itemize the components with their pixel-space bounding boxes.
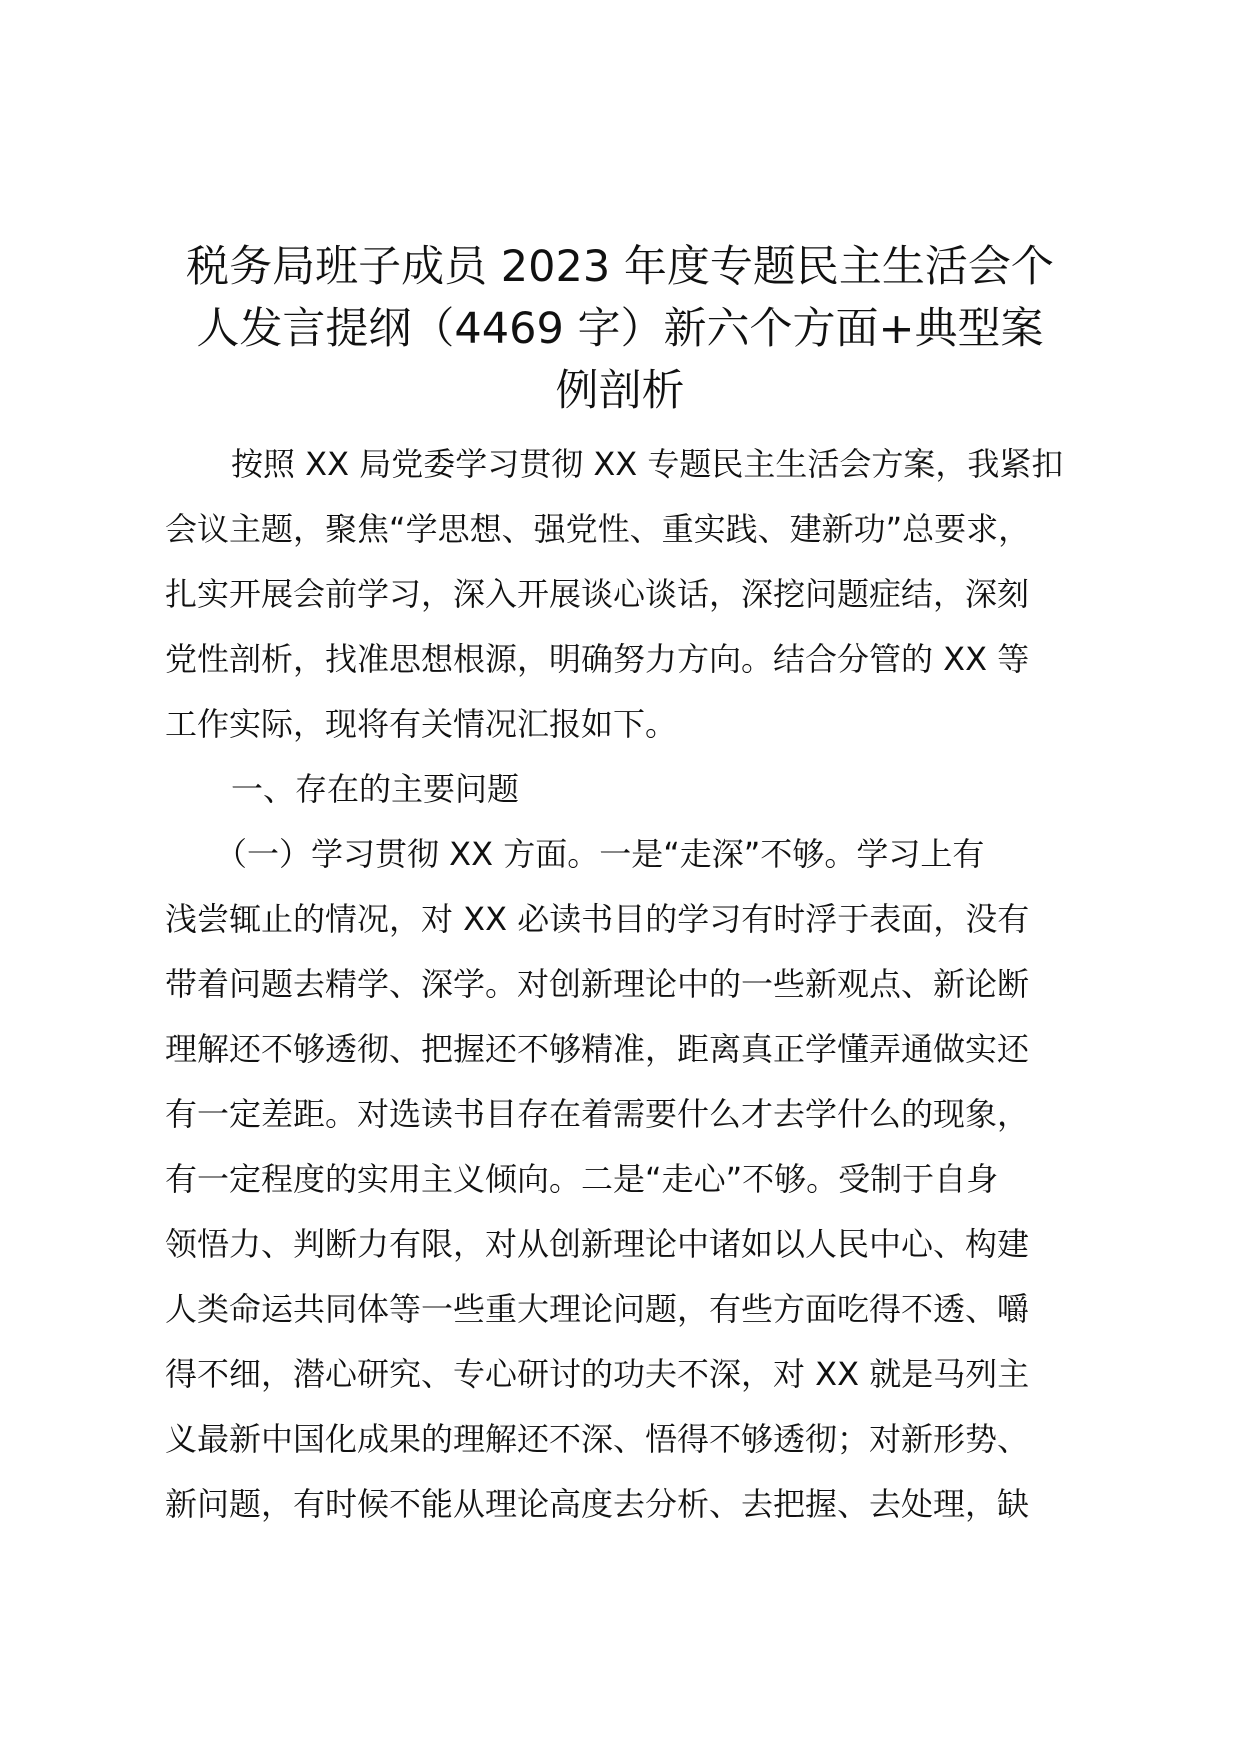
paragraph-line: 带着问题去精学、深学。对创新理论中的一些新观点、新论断 bbox=[165, 965, 1030, 1003]
document-title bbox=[140, 236, 1100, 422]
paragraph-line: 有一定程度的实用主义倾向。二是“走心”不够。受制于自身 bbox=[165, 1160, 999, 1198]
paragraph-line: （一）学习贯彻 XX 方面。一是“走深”不够。学习上有 bbox=[215, 835, 985, 873]
title-line: 税务局班子成员 2023 年度专题民主生活会个 bbox=[186, 242, 1054, 292]
paragraph-line: 领悟力、判断力有限，对从创新理论中诸如以人民中心、构建 bbox=[165, 1225, 1030, 1263]
paragraph-line: 浅尝辄止的情况，对 XX 必读书目的学习有时浮于表面，没有 bbox=[165, 900, 1030, 938]
paragraph-line: 会议主题，聚焦“学思想、强党性、重实践、建新功”总要求， bbox=[165, 510, 1031, 548]
intro-paragraph bbox=[165, 432, 1125, 757]
paragraph-line: 人类命运共同体等一些重大理论问题，有些方面吃得不透、嚼 bbox=[165, 1290, 1030, 1328]
paragraph-line: 按照 XX 局党委学习贯彻 XX 专题民主生活会方案，我紧扣 bbox=[231, 445, 1064, 483]
paragraph-line: 党性剖析，找准思想根源，明确努力方向。结合分管的 XX 等 bbox=[165, 640, 1030, 678]
section-heading: 一、存在的主要问题 bbox=[231, 770, 520, 808]
document-body bbox=[165, 432, 1125, 1537]
title-line: 人发言提纲（4469 字）新六个方面+典型案 bbox=[196, 304, 1044, 354]
section-paragraph bbox=[165, 822, 1125, 1537]
paragraph-line: 理解还不够透彻、把握还不够精准，距离真正学懂弄通做实还 bbox=[165, 1030, 1030, 1068]
paragraph-line: 工作实际，现将有关情况汇报如下。 bbox=[165, 705, 678, 743]
paragraph-line: 有一定差距。对选读书目存在着需要什么才去学什么的现象， bbox=[165, 1095, 1030, 1133]
paragraph-line: 义最新中国化成果的理解还不深、悟得不够透彻；对新形势、 bbox=[165, 1420, 1030, 1458]
paragraph-line: 新问题，有时候不能从理论高度去分析、去把握、去处理，缺 bbox=[165, 1485, 1030, 1523]
title-line: 例剖析 bbox=[555, 366, 685, 416]
paragraph-line: 扎实开展会前学习，深入开展谈心谈话，深挖问题症结，深刻 bbox=[165, 575, 1030, 613]
paragraph-line: 得不细，潜心研究、专心研讨的功夫不深，对 XX 就是马列主 bbox=[165, 1355, 1030, 1393]
